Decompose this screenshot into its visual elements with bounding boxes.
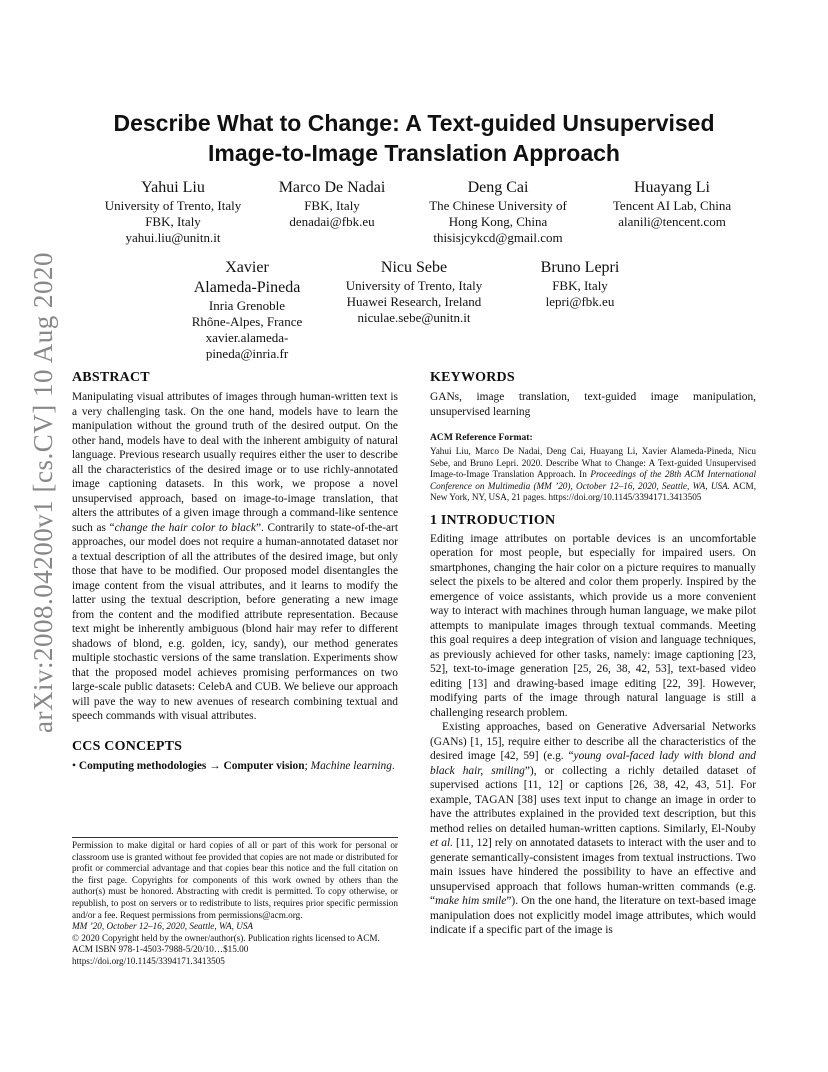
intro-paragraph-1: Editing image attributes on portable devices is an uncomfortable operation for most people, but especially for impaired users. On smartphones, changing the hair color on a picture requires to manually select the pixels to be altered and color them properly. Inspired by the emergence of voice assistants, which provide us a more convenient way to interact with machines through human language, we make pilot attempts to manipulate images through textual commands. Meeting this goal requires a deep integration of vision and language techniques, as previously achieved for other tasks, namely: image captioning [23, 52], text-to-image generation [25, 26, 38, 42, 53], text-based video editing [13] and drawing-based image editing [22, 39]. However, modifying parts of the image through natural language is still a challenging research problem. — [430, 532, 756, 719]
author-affiliation: University of Trento, Italy — [345, 278, 483, 293]
author-affiliation: FBK, Italy — [145, 214, 201, 229]
isbn-line: ACM ISBN 978-1-4503-7988-5/20/10…$15.00 — [72, 944, 249, 955]
ccs-heading: CCS CONCEPTS — [72, 738, 183, 754]
author-block — [262, 178, 402, 230]
arxiv-stamp — [22, 251, 64, 733]
author-email: alanili@tencent.com — [618, 214, 726, 229]
author-block — [418, 178, 578, 246]
author-block — [334, 258, 494, 326]
intro-paragraph-2: Existing approaches, based on Generative Adversarial Networks (GANs) [1, 15], require either to describe all the characteristics of the desired image [42, 59] (e.g. “young oval-faced lady with blond and black hair, smiling”), or collecting a richly detailed dataset of supervised actions [11, 12] or captions [26, 38, 42, 43, 51]. For example, TAGAN [38] uses text input to change an image in order to have the attributes explained in the provided text description, but this method relies on detailed human-written captions. Similarly, El-Nouby et al. [11, 12] rely on annotated datasets to interact with the user and to generate semantically-consistent images from textual instructions. Two main issues have hindered the possibility to have an effective and unsupervised approach that follows human-written commands (e.g. “make him smile”). On the one hand, the literature on text-based image manipulation does not explicitly model image attributes, which would indicate if a specific part of the image is — [430, 721, 757, 937]
author-email: denadai@fbk.eu — [289, 214, 375, 229]
author-name: Xavier — [225, 259, 269, 276]
author-block — [78, 178, 268, 246]
doi-link[interactable]: https://doi.org/10.1145/3394171.3413505 — [72, 955, 225, 966]
left-column — [72, 369, 398, 773]
acm-reference-heading: ACM Reference Format: — [430, 432, 533, 443]
author-email: yahui.liu@unitn.it — [125, 230, 221, 245]
author-affiliation: Huawei Research, Ireland — [346, 294, 482, 309]
author-name: Nicu Sebe — [380, 259, 448, 276]
author-affiliation: Rhône-Alpes, France — [191, 314, 303, 329]
author-affiliation: Inria Grenoble — [208, 298, 286, 313]
conference-info: MM ’20, October 12–16, 2020, Seattle, WA, USA — [72, 921, 254, 932]
author-name: Deng Cai — [467, 179, 529, 196]
author-email: thisisjcykcd@gmail.com — [433, 230, 563, 245]
right-column — [430, 369, 756, 938]
paper-title — [80, 108, 748, 168]
permission-notice: Permission to make digital or hard copies of all or part of this work for personal or classroom use is granted without fee provided that copies are not made or distributed for profit or commercial advantage and that copies bear this notice and the full citation on the first page. Copyrights for components of this work owned by others than the author(s) must be honored. Abstracting with credit is permitted. To copy otherwise, or republish, to post on servers or to redistribute to lists, requires prior specific permission and/or a fee. Request permissions from permissions@acm.org. — [72, 840, 398, 920]
author-affiliation: FBK, Italy — [552, 278, 608, 293]
abstract-text: Manipulating visual attributes of images through human-written text is a very challenging task. On the one hand, models have to learn the manipulation without the ground truth of the desired output. On the other hand, models have to deal with the inherent ambiguity of natural language. Previous research usually requires either the user to describe all the characteristics of the desired image or to use richly-annotated image captioning datasets. In this work, we propose a novel unsupervised approach, based on image-to-image translation, that alters the attributes of a given image through a command-like sentence such as “change the hair color to black”. Contrarily to state-of-the-art approaches, our model does not require a human-annotated dataset nor a textual description of all the attributes of the desired image, but only those that have to be modified. Our proposed model disentangles the image content from the visual attributes, and it learns to modify the latter using the textual description, before generating a new image from the content and the modified attribute representation. Because text might be inherently ambiguous (blond hair may refer to different shadows of blond, e.g. golden, icy, sandy), our method generates multiple stochastic versions of the same translation. Experiments show that the proposed model achieves promising performances on two large-scale public datasets: CelebA and CUB. We believe our approach will pave the way to new avenues of research combining textual and speech commands with visual attributes. — [72, 391, 399, 722]
author-name: Bruno Lepri — [540, 259, 620, 276]
author-email: lepri@fbk.eu — [545, 294, 615, 309]
abstract-heading: ABSTRACT — [72, 370, 150, 385]
keywords-text: GANs, image translation, text-guided image manipulation, unsupervised learning — [430, 391, 756, 418]
keywords-heading: KEYWORDS — [430, 370, 515, 385]
author-affiliation: Tencent AI Lab, China — [612, 198, 732, 213]
title-line-2: Image-to-Image Translation Approach — [208, 140, 620, 166]
author-block — [594, 178, 750, 230]
author-affiliation: The Chinese University of — [429, 198, 567, 213]
footnote-rule — [72, 837, 398, 838]
author-name: Huayang Li — [634, 179, 710, 196]
copyright-footnote — [72, 840, 398, 968]
author-block — [176, 258, 318, 362]
author-email: niculae.sebe@unitn.it — [357, 310, 471, 325]
arxiv-stamp-text: arXiv:2008.04200v1 [cs.CV] 10 Aug 2020 — [27, 251, 58, 733]
title-line-1: Describe What to Change: A Text-guided Unsupervised — [113, 110, 715, 136]
ccs-text: • Computing methodologies → Computer vision; Machine learning. — [72, 759, 395, 772]
copyright-line: © 2020 Copyright held by the owner/author(s). Publication rights licensed to ACM. — [72, 932, 380, 943]
author-name: Alameda-Pineda — [193, 279, 301, 296]
acm-reference-text: Yahui Liu, Marco De Nadai, Deng Cai, Huayang Li, Xavier Alameda-Pineda, Nicu Sebe, and Bruno Lepri. 2020. Describe What to Change: A Text-guided Unsupervised Image-to-Image Translation Approach. In Proceedings of the 28th ACM International Conference on Multimedia (MM ’20), October 12–16, 2020, Seattle, WA, USA. ACM, New York, NY, USA, 21 pages. https://doi.org/10.1145/3394171.3413505 — [430, 446, 756, 503]
introduction-heading: 1 INTRODUCTION — [430, 512, 556, 528]
author-name: Yahui Liu — [141, 179, 205, 196]
author-email: pineda@inria.fr — [205, 346, 289, 361]
author-block — [510, 258, 650, 310]
author-name: Marco De Nadai — [278, 179, 386, 196]
author-affiliation: Hong Kong, China — [448, 214, 548, 229]
author-email: xavier.alameda- — [205, 330, 289, 345]
author-affiliation: University of Trento, Italy — [104, 198, 242, 213]
author-affiliation: FBK, Italy — [304, 198, 360, 213]
